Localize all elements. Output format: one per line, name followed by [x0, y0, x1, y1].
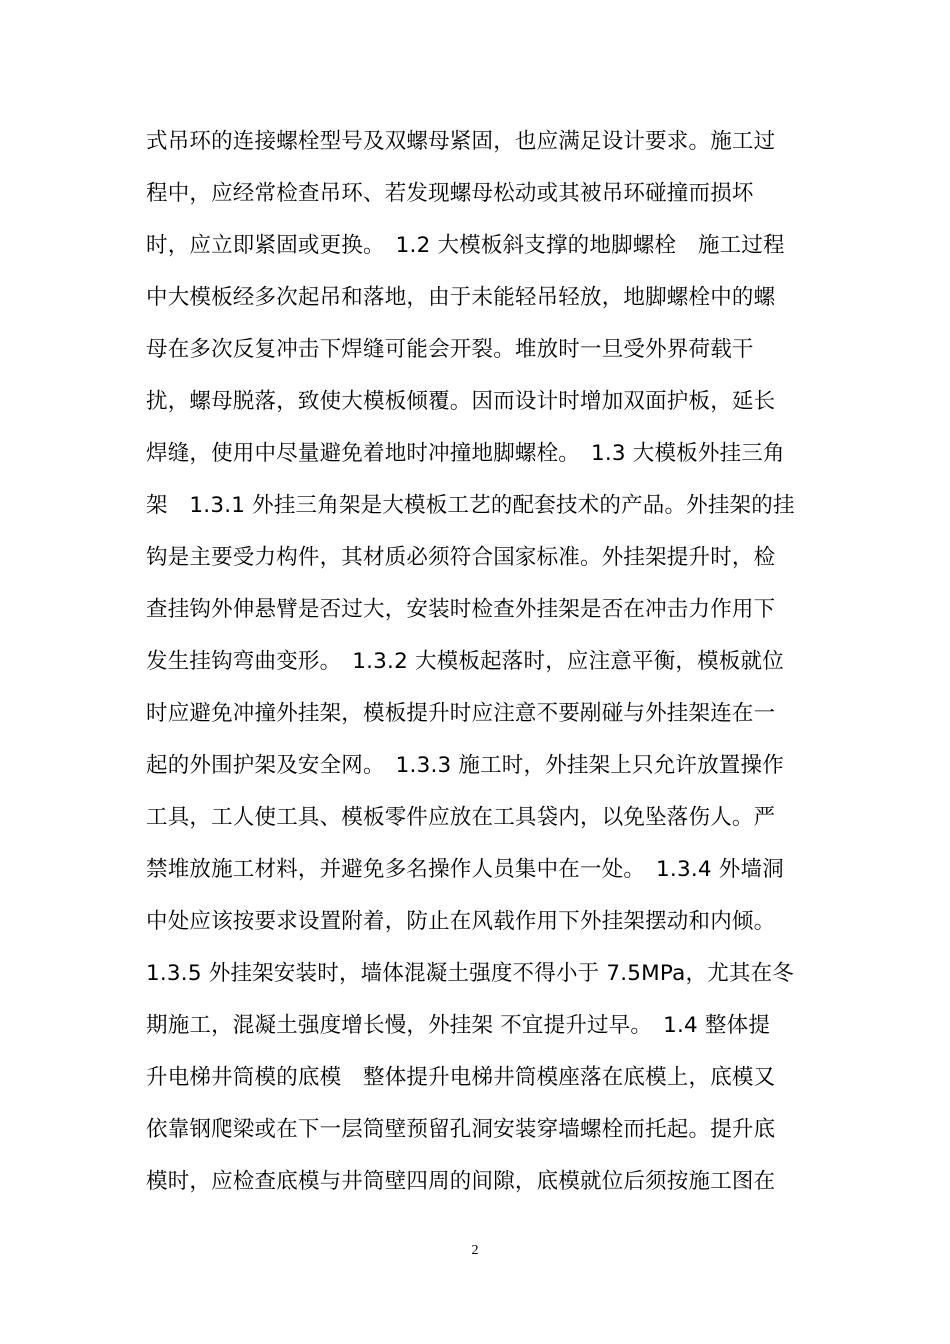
text-line: 母在多次反复冲击下焊缝可能会开裂。堆放时一旦受外界荷载干	[146, 337, 754, 362]
text-line: 依靠钢爬梁或在下一层筒壁预留孔洞安装穿墙螺栓而托起。提升底	[146, 1117, 776, 1142]
text-line: 1.3.5 外挂架安装时，墙体混凝土强度不得小于 7.5MPa，尤其在冬	[146, 961, 794, 986]
text-line: 起的外围护架及安全网。 1.3.3 施工时，外挂架上只允许放置操作	[146, 753, 784, 778]
page-number: 2	[471, 1243, 479, 1258]
text-line: 钩是主要受力构件，其材质必须符合国家标准。外挂架提升时，检	[146, 545, 776, 570]
text-line: 时，应立即紧固或更换。 1.2 大模板斜支撑的地脚螺栓 施工过程	[146, 233, 785, 258]
text-line: 模时，应检查底模与井筒壁四周的间隙，底模就位后须按施工图在	[146, 1169, 776, 1194]
text-line: 式吊环的连接螺栓型号及双螺母紧固，也应满足设计要求。施工过	[146, 129, 776, 154]
text-line: 扰，螺母脱落，致使大模板倾覆。因而设计时增加双面护板，延长	[146, 389, 776, 414]
text-line: 查挂钩外伸悬臂是否过大，安装时检查外挂架是否在冲击力作用下	[146, 597, 776, 622]
text-line: 工具，工人使工具、模板零件应放在工具袋内，以免坠落伤人。严	[146, 805, 776, 830]
text-line: 中处应该按要求设置附着，防止在风载作用下外挂架摆动和内倾。	[146, 909, 776, 934]
body-text	[146, 116, 826, 1208]
text-line: 架 1.3.1 外挂三角架是大模板工艺的配套技术的产品。外挂架的挂	[146, 493, 795, 518]
text-line: 时应避免冲撞外挂架，模板提升时应注意不要剐碰与外挂架连在一	[146, 701, 776, 726]
text-line: 升电梯井筒模的底模 整体提升电梯井筒模座落在底模上，底模又	[146, 1065, 776, 1090]
text-line: 发生挂钩弯曲变形。 1.3.2 大模板起落时，应注意平衡，模板就位	[146, 649, 784, 674]
text-line: 期施工，混凝土强度增长慢，外挂架 不宜提升过早。 1.4 整体提	[146, 1013, 771, 1038]
text-line: 中大模板经多次起吊和落地，由于未能轻吊轻放，地脚螺栓中的螺	[146, 285, 776, 310]
text-line: 禁堆放施工材料，并避免多名操作人员集中在一处。 1.3.4 外墙洞	[146, 857, 784, 882]
text-line: 程中，应经常检查吊环、若发现螺母松动或其被吊环碰撞而损坏	[146, 181, 754, 206]
text-line: 焊缝，使用中尽量避免着地时冲撞地脚螺栓。 1.3 大模板外挂三角	[146, 441, 785, 466]
